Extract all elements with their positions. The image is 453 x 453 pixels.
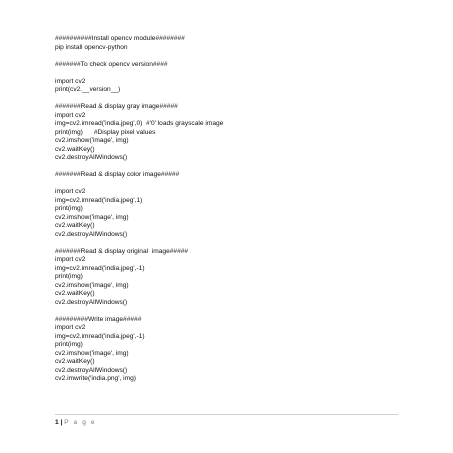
text-line: cv2.destroyAllWindows() [55, 230, 128, 238]
text-line: cv2.imshow('image', img) [55, 213, 129, 221]
text-line: pip install opencv-python [55, 43, 128, 51]
text-line: #########Write image##### [55, 315, 142, 323]
text-line: img=cv2.imread('india.jpeg',0) #'0' loads grayscale image [55, 120, 224, 127]
text-line: cv2.destroyAllWindows() [55, 298, 128, 306]
text-line: cv2.imwrite('india.png', img) [55, 375, 136, 382]
text-line: import cv2 [55, 111, 86, 119]
text-line: img=cv2.imread('india.jpeg',-1) [55, 264, 145, 272]
text-line: img=cv2.imread('india.jpeg',1) [55, 196, 143, 204]
text-line: print(img) [55, 341, 83, 348]
blank-line [55, 69, 425, 78]
text-line: #######Read & display gray image##### [55, 103, 178, 110]
footer-separator: | [60, 419, 63, 426]
blank-line [55, 180, 425, 189]
text-line: cv2.waitKey() [55, 145, 95, 153]
text-line: cv2.imshow('image', img) [55, 349, 129, 357]
text-line: cv2.imshow('image', img) [55, 137, 129, 144]
page-label: P a g e [64, 419, 97, 426]
text-line: cv2.imshow('image', img) [55, 281, 129, 289]
text-line: import cv2 [55, 256, 86, 263]
text-line: #######Read & display original image##### [55, 247, 189, 255]
text-line: cv2.waitKey() [55, 290, 95, 297]
text-line: print(cv2.__version__) [55, 86, 121, 93]
text-line: cv2.destroyAllWindows() [55, 154, 128, 161]
footer-divider [55, 414, 398, 415]
text-line: #######Read & display color image##### [55, 171, 180, 178]
text-line: cv2.destroyAllWindows() [55, 366, 128, 374]
document-body [55, 35, 425, 384]
text-line: cv2.waitKey() [55, 222, 95, 229]
blank-line [55, 307, 425, 316]
blank-line [55, 163, 425, 172]
text-line: ##########Install opencv module######## [55, 35, 185, 42]
blank-line [55, 95, 425, 104]
text-line: import cv2 [55, 324, 86, 331]
text-line: print(img) [55, 205, 83, 212]
text-line: img=cv2.imread('india.jpeg',-1) [55, 332, 145, 340]
text-line: import cv2 [55, 77, 86, 85]
page-footer [55, 418, 96, 427]
blank-line [55, 239, 425, 248]
text-line: print(img) [55, 273, 83, 280]
text-line: print(img) #Display pixel values [55, 128, 156, 136]
text-line: #######To check opencv version#### [55, 60, 168, 68]
blank-line [55, 52, 425, 61]
text-line: cv2.waitKey() [55, 358, 95, 365]
page-number: 1 [55, 419, 59, 426]
text-line: import cv2 [55, 188, 86, 195]
